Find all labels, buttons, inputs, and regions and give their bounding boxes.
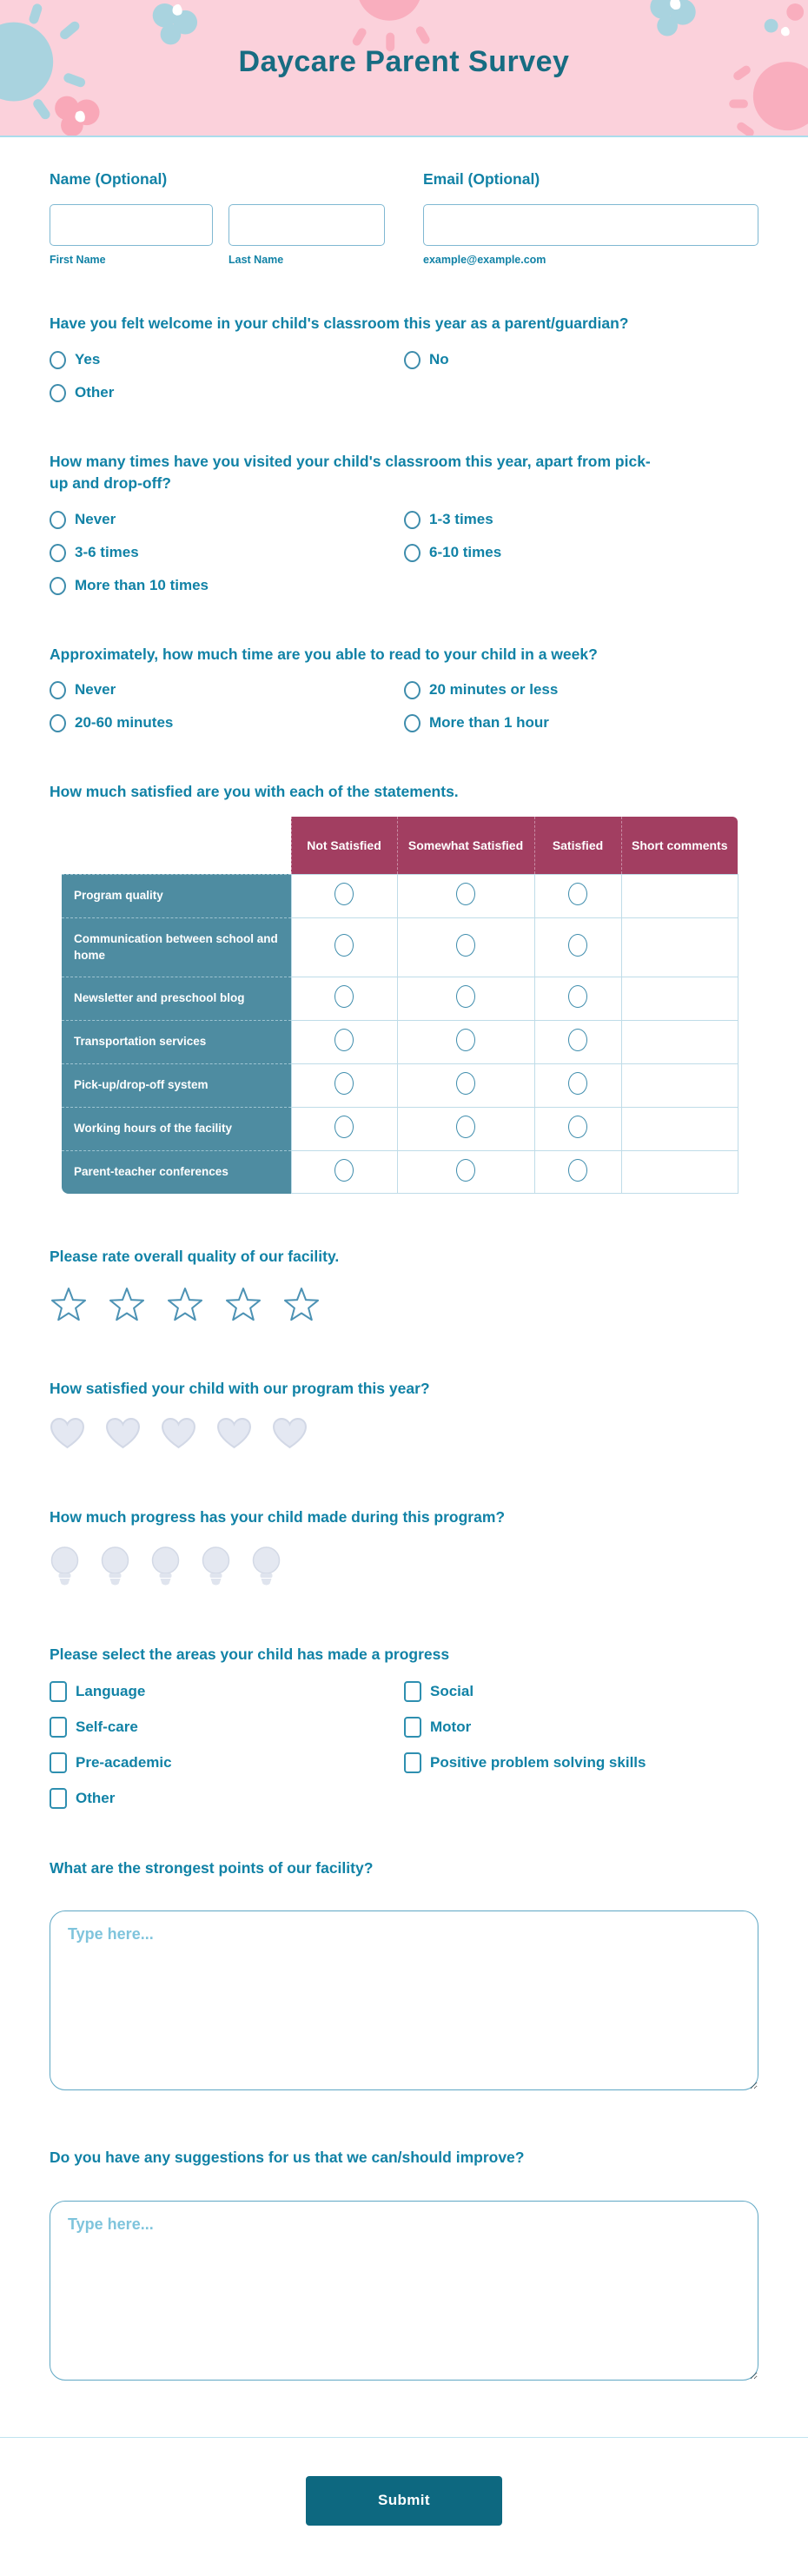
table-corner-cell <box>62 817 291 874</box>
form-header <box>0 0 808 137</box>
page-title: Daycare Parent Survey <box>238 45 570 78</box>
short-comment-cell[interactable] <box>621 1064 738 1108</box>
first-name-input[interactable] <box>50 204 213 246</box>
checkbox-icon[interactable] <box>50 1681 67 1702</box>
table-row <box>62 1064 738 1108</box>
radio-button-icon[interactable] <box>456 883 475 905</box>
question-text: How satisfied your child with our program this year? <box>50 1379 430 1397</box>
heart-rating <box>50 1417 758 1451</box>
checkbox-option-label: Self-care <box>76 1718 138 1735</box>
radio-option-label: Never <box>75 511 116 527</box>
radio-option-label: 6-10 times <box>429 544 502 560</box>
radio-button-icon[interactable] <box>568 934 587 957</box>
name-label: Name (Optional) <box>50 170 168 188</box>
radio-option[interactable] <box>404 714 758 732</box>
question-progress-rating <box>50 1507 758 1587</box>
radio-button-icon[interactable] <box>334 1029 354 1051</box>
checkbox-icon[interactable] <box>404 1681 421 1702</box>
radio-option[interactable] <box>50 544 404 562</box>
table-row <box>62 874 738 917</box>
radio-button-icon[interactable] <box>334 1116 354 1138</box>
radio-option[interactable] <box>404 351 758 369</box>
email-input[interactable] <box>423 204 758 246</box>
checkbox-option[interactable] <box>50 1752 404 1773</box>
question-text: What are the strongest points of our facility? <box>50 1858 374 1877</box>
question-facility-rating <box>50 1246 758 1321</box>
radio-button-icon[interactable] <box>456 985 475 1008</box>
form-body <box>0 137 808 2385</box>
radio-button-icon[interactable] <box>404 714 421 732</box>
checkbox-option-label: Language <box>76 1682 146 1699</box>
radio-button-icon[interactable] <box>334 1072 354 1095</box>
radio-option-label: No <box>429 351 449 368</box>
heart-icon[interactable] <box>272 1417 308 1451</box>
radio-button-icon[interactable] <box>456 934 475 957</box>
checkbox-option[interactable] <box>404 1752 758 1773</box>
radio-option-label: 3-6 times <box>75 544 139 560</box>
email-sublabel: example@example.com <box>423 254 546 267</box>
question-text: Please select the areas your child has made a progress <box>50 1645 450 1663</box>
satisfaction-radio-somewhat-satisfied[interactable] <box>397 1064 534 1108</box>
checkbox-icon[interactable] <box>404 1717 421 1738</box>
satisfaction-table <box>62 817 738 1194</box>
radio-option-label: Never <box>75 681 116 699</box>
radio-option-label: More than 1 hour <box>429 714 549 732</box>
radio-button-icon[interactable] <box>404 511 421 529</box>
last-name-input[interactable] <box>228 204 385 246</box>
radio-option[interactable] <box>50 511 404 529</box>
radio-button-icon[interactable] <box>50 384 66 402</box>
bulb-rating <box>50 1546 758 1588</box>
contact-section <box>50 169 758 266</box>
table-body <box>62 874 738 1194</box>
radio-option[interactable] <box>404 511 758 529</box>
checkbox-group-progress-areas <box>50 1681 758 1809</box>
satisfaction-radio-somewhat-satisfied[interactable] <box>397 977 534 1021</box>
short-comment-cell[interactable] <box>621 1150 738 1193</box>
table-row-label: Communication between school and home <box>62 917 291 977</box>
radio-button-icon[interactable] <box>50 681 66 699</box>
bulb-icon[interactable] <box>201 1546 231 1588</box>
star-rating <box>50 1286 758 1322</box>
checkbox-option[interactable] <box>404 1681 758 1702</box>
radio-button-icon[interactable] <box>334 883 354 905</box>
radio-button-icon[interactable] <box>456 1029 475 1051</box>
short-comment-cell[interactable] <box>621 1108 738 1151</box>
table-column-header: Not Satisfied <box>291 817 397 874</box>
question-child-satisfaction <box>50 1378 758 1451</box>
question-satisfaction-table <box>50 781 758 1195</box>
email-label: Email (Optional) <box>423 170 540 188</box>
radio-option-label: 20 minutes or less <box>429 681 559 699</box>
short-comment-cell[interactable] <box>621 977 738 1021</box>
question-welcome <box>50 313 758 401</box>
radio-button-icon[interactable] <box>404 351 421 369</box>
radio-button-icon[interactable] <box>50 544 66 562</box>
heart-icon[interactable] <box>50 1417 85 1451</box>
satisfaction-radio-not-satisfied[interactable] <box>291 1021 397 1064</box>
checkbox-option[interactable] <box>50 1717 404 1738</box>
radio-button-icon[interactable] <box>404 681 421 699</box>
last-name-sublabel: Last Name <box>228 254 284 267</box>
table-header-row <box>62 817 738 874</box>
checkbox-icon[interactable] <box>50 1717 67 1738</box>
question-text: Approximately, how much time are you able to read to your child in a week? <box>50 645 598 663</box>
question-text: Please rate overall quality of our facility. <box>50 1248 340 1266</box>
radio-button-icon[interactable] <box>456 1159 475 1182</box>
radio-button-icon[interactable] <box>50 511 66 529</box>
pink-flower <box>55 96 99 136</box>
heart-icon[interactable] <box>216 1417 252 1451</box>
satisfaction-radio-satisfied[interactable] <box>534 874 621 917</box>
satisfaction-radio-satisfied[interactable] <box>534 977 621 1021</box>
submit-button[interactable]: Submit <box>306 2476 502 2526</box>
checkbox-icon[interactable] <box>404 1752 421 1773</box>
radio-button-icon[interactable] <box>50 351 66 369</box>
radio-button-icon[interactable] <box>334 985 354 1008</box>
question-suggestions <box>50 2147 758 2384</box>
radio-option-label: Other <box>75 384 115 401</box>
satisfaction-radio-not-satisfied[interactable] <box>291 1150 397 1193</box>
table-row-label: Newsletter and preschool blog <box>62 977 291 1021</box>
pink-sun-top <box>351 0 431 51</box>
radio-option-label: Yes <box>75 351 101 368</box>
radio-button-icon[interactable] <box>568 1072 587 1095</box>
satisfaction-radio-not-satisfied[interactable] <box>291 874 397 917</box>
suggestions-textarea[interactable] <box>50 2201 758 2381</box>
checkbox-option-label: Social <box>430 1682 474 1699</box>
table-column-header: Somewhat Satisfied <box>397 817 534 874</box>
radio-button-icon[interactable] <box>334 1159 354 1182</box>
radio-option[interactable] <box>404 544 758 562</box>
short-comment-cell[interactable] <box>621 874 738 917</box>
question-text: How many times have you visited your child's classroom this year, apart from pick-up and drop-off? <box>50 452 651 493</box>
question-progress-areas <box>50 1644 758 1809</box>
radio-button-icon[interactable] <box>568 1159 587 1182</box>
radio-group-visits <box>50 511 758 595</box>
bulb-icon[interactable] <box>50 1546 80 1588</box>
question-reading <box>50 644 758 732</box>
table-row-label: Transportation services <box>62 1021 291 1064</box>
radio-button-icon[interactable] <box>334 934 354 957</box>
satisfaction-radio-satisfied[interactable] <box>534 1150 621 1193</box>
submit-bar <box>0 2437 808 2576</box>
radio-option-label: 1-3 times <box>429 511 493 527</box>
star-icon[interactable] <box>50 1286 88 1322</box>
checkbox-option[interactable] <box>50 1681 404 1702</box>
radio-button-icon[interactable] <box>456 1116 475 1138</box>
question-text: How much progress has your child made during this program? <box>50 1508 506 1526</box>
table-row-label: Working hours of the facility <box>62 1108 291 1151</box>
table-row-label: Pick-up/drop-off system <box>62 1064 291 1108</box>
satisfaction-radio-somewhat-satisfied[interactable] <box>397 1150 534 1193</box>
satisfaction-radio-somewhat-satisfied[interactable] <box>397 1021 534 1064</box>
satisfaction-radio-not-satisfied[interactable] <box>291 1064 397 1108</box>
table-row-label: Parent-teacher conferences <box>62 1150 291 1193</box>
checkbox-icon[interactable] <box>50 1788 67 1809</box>
checkbox-option-label: Pre-academic <box>76 1753 172 1771</box>
satisfaction-radio-somewhat-satisfied[interactable] <box>397 917 534 977</box>
radio-button-icon[interactable] <box>50 577 66 595</box>
radio-button-icon[interactable] <box>50 714 66 732</box>
table-row <box>62 1108 738 1151</box>
heart-icon[interactable] <box>105 1417 141 1451</box>
checkbox-option[interactable] <box>50 1788 404 1809</box>
star-icon[interactable] <box>224 1286 262 1322</box>
radio-button-icon[interactable] <box>568 883 587 905</box>
radio-button-icon[interactable] <box>568 1116 587 1138</box>
question-visits <box>50 451 758 595</box>
satisfaction-radio-satisfied[interactable] <box>534 1021 621 1064</box>
blue-flower-right <box>650 0 695 36</box>
first-name-sublabel: First Name <box>50 254 106 267</box>
table-row <box>62 1150 738 1193</box>
blue-flower <box>153 3 197 44</box>
radio-option[interactable] <box>50 384 404 402</box>
short-comment-cell[interactable] <box>621 917 738 977</box>
radio-button-icon[interactable] <box>568 1029 587 1051</box>
table-row <box>62 1021 738 1064</box>
radio-button-icon[interactable] <box>568 985 587 1008</box>
radio-option-label: More than 10 times <box>75 577 209 593</box>
star-icon[interactable] <box>108 1286 146 1322</box>
email-field-group <box>423 169 758 266</box>
radio-option[interactable] <box>404 681 758 699</box>
checkbox-option-label: Other <box>76 1789 116 1806</box>
radio-button-icon[interactable] <box>456 1072 475 1095</box>
radio-option[interactable] <box>50 714 404 732</box>
short-comment-cell[interactable] <box>621 1021 738 1064</box>
checkbox-option-label: Motor <box>430 1718 472 1735</box>
name-field-group <box>50 169 385 266</box>
satisfaction-radio-not-satisfied[interactable] <box>291 977 397 1021</box>
checkbox-option-label: Positive problem solving skills <box>430 1753 646 1771</box>
radio-group-reading <box>50 681 758 732</box>
strongest-points-textarea[interactable] <box>50 1910 758 2090</box>
satisfaction-radio-somewhat-satisfied[interactable] <box>397 1108 534 1151</box>
satisfaction-radio-somewhat-satisfied[interactable] <box>397 874 534 917</box>
question-text: Do you have any suggestions for us that we can/should improve? <box>50 2149 525 2167</box>
bulb-icon[interactable] <box>100 1546 130 1588</box>
radio-option[interactable] <box>50 681 404 699</box>
radio-option[interactable] <box>50 577 404 595</box>
question-text: How much satisfied are you with each of the statements. <box>50 782 459 800</box>
radio-option[interactable] <box>50 351 404 369</box>
checkbox-option[interactable] <box>404 1717 758 1738</box>
table-column-header: Satisfied <box>534 817 621 874</box>
question-strongest-points <box>50 1858 758 2095</box>
star-icon[interactable] <box>282 1286 321 1322</box>
question-text: Have you felt welcome in your child's classroom this year as a parent/guardian? <box>50 315 629 333</box>
satisfaction-radio-satisfied[interactable] <box>534 1064 621 1108</box>
star-icon[interactable] <box>166 1286 204 1322</box>
table-row <box>62 977 738 1021</box>
satisfaction-radio-satisfied[interactable] <box>534 917 621 977</box>
satisfaction-radio-not-satisfied[interactable] <box>291 1108 397 1151</box>
satisfaction-radio-satisfied[interactable] <box>534 1108 621 1151</box>
radio-button-icon[interactable] <box>404 544 421 562</box>
table-row <box>62 917 738 977</box>
radio-group-welcome <box>50 351 758 402</box>
table-column-header: Short comments <box>621 817 738 874</box>
radio-option-label: 20-60 minutes <box>75 714 174 732</box>
checkbox-icon[interactable] <box>50 1752 67 1773</box>
table-row-label: Program quality <box>62 874 291 917</box>
heart-icon[interactable] <box>161 1417 196 1451</box>
satisfaction-radio-not-satisfied[interactable] <box>291 917 397 977</box>
bulb-icon[interactable] <box>150 1546 181 1588</box>
bulb-icon[interactable] <box>251 1546 281 1588</box>
